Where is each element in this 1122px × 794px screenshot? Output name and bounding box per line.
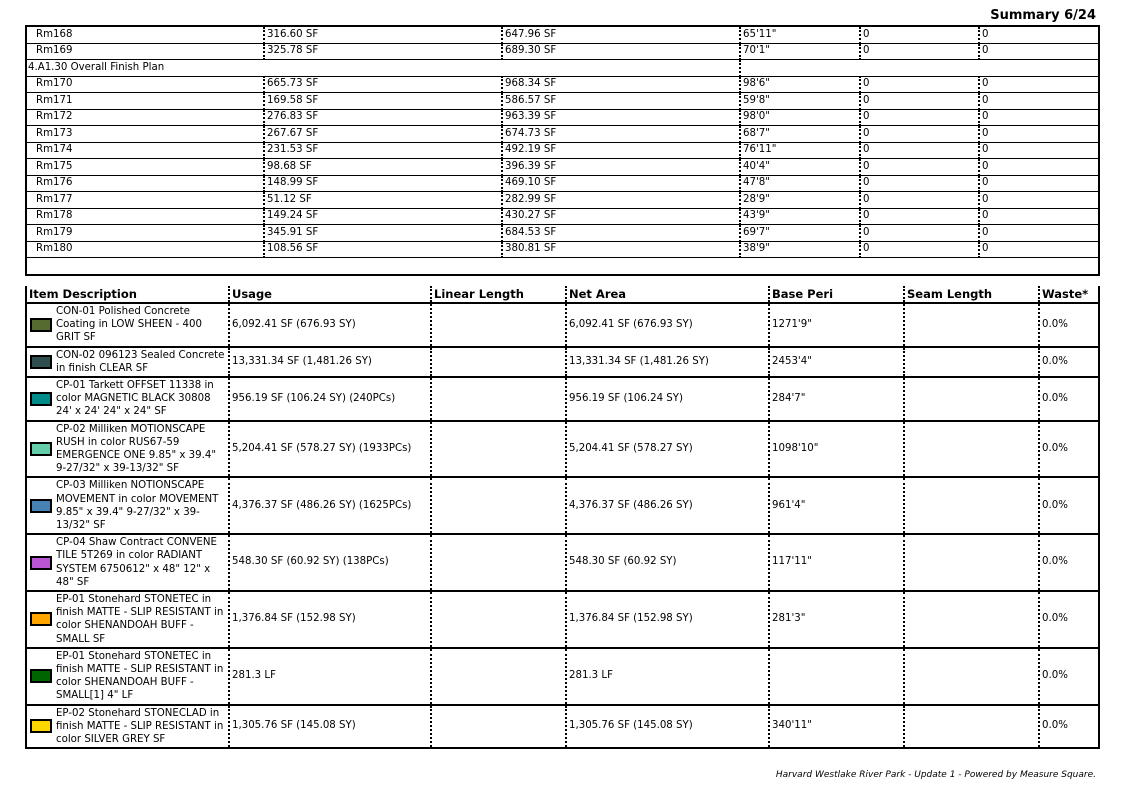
room-name: Rm172 [26,109,264,126]
usage-cell: 6,092.41 SF (676.93 SY) [229,303,431,347]
item-row [26,705,1099,749]
seam-length-cell [904,421,1039,478]
color-swatch [30,392,52,406]
room-name: Rm178 [26,208,264,225]
room-count-b: 0 [979,43,1099,60]
blank-row [26,258,1099,276]
room-count-b: 0 [979,93,1099,110]
room-count-a: 0 [860,109,979,126]
item-description-text: CP-01 Tarkett OFFSET 11338 in color MAGNETIC BLACK 30808 24' x 24' 24" x 24" SF [56,380,214,418]
room-area: 98.68 SF [264,159,502,176]
waste-cell: 0.0% [1039,591,1099,648]
item-description-text: CP-04 Shaw Contract CONVENE TILE 5T269 in color RADIANT SYSTEM 6750612" x 48" 12" x 48" SF [56,537,217,588]
room-perimeter: 40'4" [740,159,860,176]
color-swatch [30,556,52,570]
room-perimeter-area: 684.53 SF [502,225,740,242]
room-row [26,225,1099,242]
room-count-b: 0 [979,159,1099,176]
room-count-a: 0 [860,175,979,192]
base-peri-cell: 340'11" [769,705,904,749]
room-area: 276.83 SF [264,109,502,126]
usage-cell: 1,376.84 SF (152.98 SY) [229,591,431,648]
room-name: Rm179 [26,225,264,242]
room-perimeter: 65'11" [740,26,860,43]
base-peri-cell: 281'3" [769,591,904,648]
room-count-b: 0 [979,126,1099,143]
item-description-cell [26,377,229,421]
room-row [26,76,1099,93]
header-linear-length: Linear Length [431,286,566,303]
room-area: 169.58 SF [264,93,502,110]
color-swatch [30,719,52,733]
seam-length-cell [904,303,1039,347]
seam-length-cell [904,648,1039,705]
waste-cell: 0.0% [1039,534,1099,591]
item-description-cell [26,421,229,478]
usage-cell: 956.19 SF (106.24 SY) (240PCs) [229,377,431,421]
room-count-b: 0 [979,76,1099,93]
item-description-text: EP-01 Stonehard STONETEC in finish MATTE - SLIP RESISTANT in color SHENANDOAH BUFF - SMALL[1] 4" LF [56,650,224,702]
header-item-description: Item Description [26,286,229,303]
item-row [26,421,1099,478]
room-perimeter: 98'6" [740,76,860,93]
seam-length-cell [904,705,1039,749]
room-perimeter: 68'7" [740,126,860,143]
header-seam-length: Seam Length [904,286,1039,303]
net-area-cell: 13,331.34 SF (1,481.26 SY) [566,347,769,377]
color-swatch [30,612,52,626]
color-swatch [30,318,52,332]
room-perimeter: 47'8" [740,175,860,192]
room-perimeter: 76'11" [740,142,860,159]
room-perimeter-area: 963.39 SF [502,109,740,126]
linear-length-cell [431,705,566,749]
item-row [26,591,1099,648]
room-name: Rm170 [26,76,264,93]
room-name: Rm175 [26,159,264,176]
base-peri-cell: 117'11" [769,534,904,591]
linear-length-cell [431,421,566,478]
room-perimeter-area: 469.10 SF [502,175,740,192]
item-row [26,303,1099,347]
section-row [26,60,1099,77]
room-summary-table [25,25,1100,276]
room-area: 51.12 SF [264,192,502,209]
room-count-b: 0 [979,192,1099,209]
room-perimeter: 98'0" [740,109,860,126]
net-area-cell: 6,092.41 SF (676.93 SY) [566,303,769,347]
item-description-cell [26,591,229,648]
color-swatch [30,442,52,456]
room-count-a: 0 [860,93,979,110]
room-count-a: 0 [860,43,979,60]
room-row [26,93,1099,110]
room-perimeter-area: 396.39 SF [502,159,740,176]
room-perimeter: 43'9" [740,208,860,225]
waste-cell: 0.0% [1039,347,1099,377]
seam-length-cell [904,347,1039,377]
item-row [26,648,1099,705]
item-row [26,477,1099,534]
color-swatch [30,355,52,369]
room-row [26,142,1099,159]
room-count-a: 0 [860,76,979,93]
room-count-a: 0 [860,241,979,258]
room-count-a: 0 [860,126,979,143]
base-peri-cell: 2453'4" [769,347,904,377]
net-area-cell: 5,204.41 SF (578.27 SY) [566,421,769,478]
net-area-cell: 281.3 LF [566,648,769,705]
room-count-b: 0 [979,109,1099,126]
room-row [26,159,1099,176]
room-name: Rm180 [26,241,264,258]
room-row [26,26,1099,43]
header-usage: Usage [229,286,431,303]
linear-length-cell [431,347,566,377]
net-area-cell: 4,376.37 SF (486.26 SY) [566,477,769,534]
room-perimeter: 59'8" [740,93,860,110]
linear-length-cell [431,591,566,648]
item-description-text: CON-02 096123 Sealed Concrete in finish CLEAR SF [56,349,225,374]
room-row [26,192,1099,209]
base-peri-cell: 284'7" [769,377,904,421]
usage-cell: 13,331.34 SF (1,481.26 SY) [229,347,431,377]
room-count-a: 0 [860,225,979,242]
room-area: 316.60 SF [264,26,502,43]
waste-cell: 0.0% [1039,377,1099,421]
room-count-b: 0 [979,225,1099,242]
base-peri-cell: 1271'9" [769,303,904,347]
waste-cell: 0.0% [1039,648,1099,705]
color-swatch [30,499,52,513]
room-area: 325.78 SF [264,43,502,60]
usage-cell: 5,204.41 SF (578.27 SY) (1933PCs) [229,421,431,478]
room-name: Rm173 [26,126,264,143]
room-name: Rm176 [26,175,264,192]
item-description-cell [26,648,229,705]
item-description-cell [26,477,229,534]
item-description-text: EP-01 Stonehard STONETEC in finish MATTE - SLIP RESISTANT in color SHENANDOAH BUFF - SMALL SF [56,594,224,645]
room-row [26,109,1099,126]
room-count-b: 0 [979,142,1099,159]
item-row [26,377,1099,421]
color-swatch [30,669,52,683]
room-area: 267.67 SF [264,126,502,143]
waste-cell: 0.0% [1039,303,1099,347]
room-name: Rm168 [26,26,264,43]
item-summary-table [25,286,1100,749]
item-description-cell [26,534,229,591]
section-label: 4.A1.30 Overall Finish Plan [26,60,740,77]
room-count-b: 0 [979,175,1099,192]
header-base-peri: Base Peri [769,286,904,303]
room-count-a: 0 [860,26,979,43]
item-row [26,347,1099,377]
linear-length-cell [431,477,566,534]
linear-length-cell [431,303,566,347]
seam-length-cell [904,377,1039,421]
base-peri-cell: 961'4" [769,477,904,534]
room-row [26,175,1099,192]
room-count-b: 0 [979,208,1099,225]
room-perimeter-area: 968.34 SF [502,76,740,93]
usage-cell: 281.3 LF [229,648,431,705]
room-name: Rm171 [26,93,264,110]
room-perimeter: 38'9" [740,241,860,258]
item-row [26,534,1099,591]
base-peri-cell: 1098'10" [769,421,904,478]
room-perimeter-area: 282.99 SF [502,192,740,209]
room-area: 149.24 SF [264,208,502,225]
room-row [26,241,1099,258]
room-name: Rm174 [26,142,264,159]
item-description-text: EP-02 Stonehard STONECLAD in finish MATTE - SLIP RESISTANT in color SILVER GREY SF [56,707,224,746]
room-area: 345.91 SF [264,225,502,242]
room-area: 665.73 SF [264,76,502,93]
seam-length-cell [904,534,1039,591]
room-row [26,126,1099,143]
room-count-b: 0 [979,241,1099,258]
base-peri-cell [769,648,904,705]
item-description-text: CP-02 Milliken MOTIONSCAPE RUSH in color RUS67-59 EMERGENCE ONE 9.85" x 39.4" 9-27/32" x 39-13/32" SF [56,423,217,475]
item-description-cell [26,705,229,749]
linear-length-cell [431,377,566,421]
usage-cell: 1,305.76 SF (145.08 SY) [229,705,431,749]
page-title: Summary 6/24 [990,8,1096,23]
item-description-text: CON-01 Polished Concrete Coating in LOW SHEEN - 400 GRIT SF [56,306,202,344]
room-area: 231.53 SF [264,142,502,159]
seam-length-cell [904,477,1039,534]
room-row [26,208,1099,225]
net-area-cell: 1,305.76 SF (145.08 SY) [566,705,769,749]
room-perimeter-area: 647.96 SF [502,26,740,43]
room-perimeter: 69'7" [740,225,860,242]
header-net-area: Net Area [566,286,769,303]
header-waste: Waste* [1039,286,1099,303]
item-description-cell [26,303,229,347]
linear-length-cell [431,534,566,591]
seam-length-cell [904,591,1039,648]
item-description-cell [26,347,229,377]
room-perimeter-area: 689.30 SF [502,43,740,60]
room-count-a: 0 [860,159,979,176]
waste-cell: 0.0% [1039,421,1099,478]
room-perimeter-area: 380.81 SF [502,241,740,258]
room-perimeter-area: 430.27 SF [502,208,740,225]
waste-cell: 0.0% [1039,705,1099,749]
section-spacer [740,60,1099,77]
room-count-a: 0 [860,192,979,209]
room-perimeter: 28'9" [740,192,860,209]
room-name: Rm177 [26,192,264,209]
room-area: 108.56 SF [264,241,502,258]
room-name: Rm169 [26,43,264,60]
room-count-b: 0 [979,26,1099,43]
room-perimeter-area: 674.73 SF [502,126,740,143]
usage-cell: 548.30 SF (60.92 SY) (138PCs) [229,534,431,591]
room-count-a: 0 [860,142,979,159]
net-area-cell: 548.30 SF (60.92 SY) [566,534,769,591]
room-row [26,43,1099,60]
footer-credit: Harvard Westlake River Park - Update 1 - Powered by Measure Square. [775,770,1096,780]
net-area-cell: 1,376.84 SF (152.98 SY) [566,591,769,648]
net-area-cell: 956.19 SF (106.24 SY) [566,377,769,421]
usage-cell: 4,376.37 SF (486.26 SY) (1625PCs) [229,477,431,534]
room-count-a: 0 [860,208,979,225]
room-perimeter-area: 586.57 SF [502,93,740,110]
item-description-text: CP-03 Milliken NOTIONSCAPE MOVEMENT in color MOVEMENT 9.85" x 39.4" 9-27/32" x 39-13/32" SF [56,480,219,532]
waste-cell: 0.0% [1039,477,1099,534]
room-area: 148.99 SF [264,175,502,192]
blank-cell [26,258,1099,276]
room-perimeter: 70'1" [740,43,860,60]
room-perimeter-area: 492.19 SF [502,142,740,159]
linear-length-cell [431,648,566,705]
